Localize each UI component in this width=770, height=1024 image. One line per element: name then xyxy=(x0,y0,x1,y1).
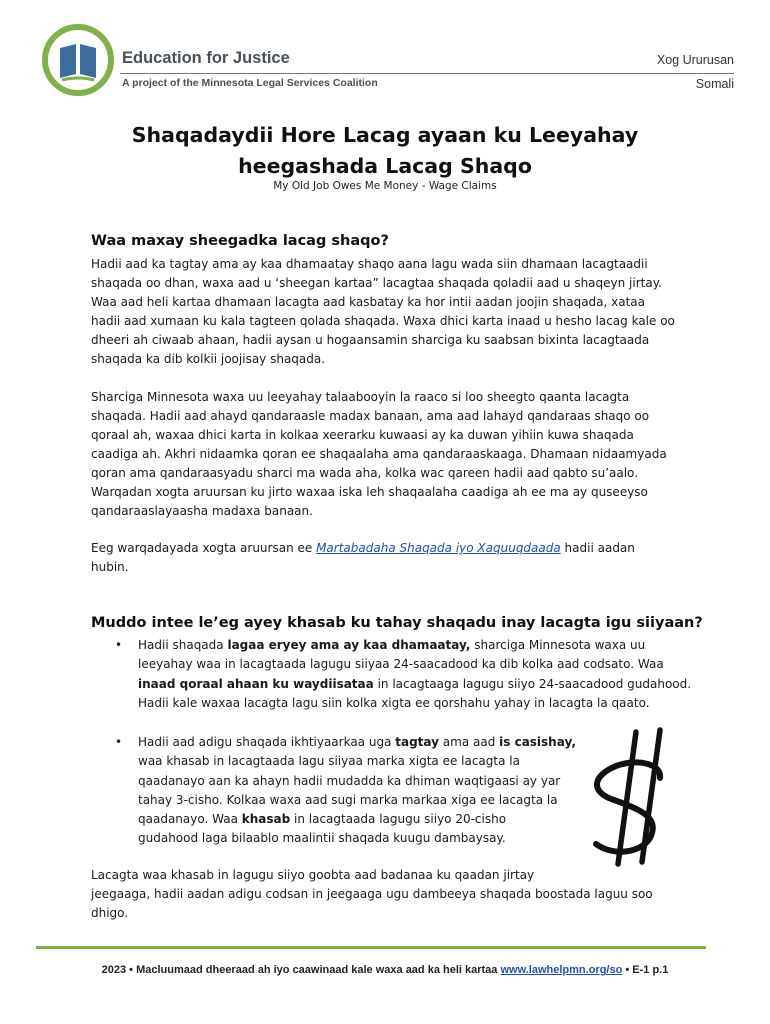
see-also-text-tail: hadii aadan xyxy=(560,541,635,555)
text-line: hubin. xyxy=(91,560,129,574)
see-also-text: Eeg warqadayada xogta aruursan ee xyxy=(91,541,317,555)
text-line: qaadanayo aan ka ahayn hadii mudadda ka dhiman waqtigaasi ay yar xyxy=(138,773,561,788)
text-line: hadii aad xumaan ku kala tagteen qolada shaqada. Waxa dhici karta inaad u hesho lacag kale oo xyxy=(91,314,675,328)
text-line: Hadii kale waxaa lacagta lagu siin kolka xigta ee qorshahu yahay in lacagta la qaato. xyxy=(138,695,650,710)
text-line: Sharciga Minnesota waxa uu leeyahay talaabooyin la raaco si loo sheegto qaanta lacagta xyxy=(91,390,630,404)
text-line: shaqada ka dib kolkii joojisay shaqada. xyxy=(91,352,326,366)
text-line: gudahood laga bilaablo maalintii shaqada kuugu dambaysay. xyxy=(138,831,506,846)
text-line: Hadii shaqada lagaa eryey ama ay kaa dhamaatay, sharciga Minnesota waxa uu xyxy=(138,638,646,652)
text-line: qoraal ah, waxaa dhici karta in kolkaa xeerarku kuwaasi ay ka duwan yihiin kuwa shaqada xyxy=(91,428,634,442)
page-title xyxy=(0,120,770,182)
text-line: jeegaaga, hadii aadan adigu codsan in jeegaaga ugu dambeeya shaqada boostada laguu soo xyxy=(91,887,653,901)
page-subtitle: My Old Job Owes Me Money - Wage Claims xyxy=(273,180,497,192)
text-line: tahay 3-cisho. Kolkaa waxa aad sugi marka markaa xiga ee lacagta la xyxy=(138,792,558,807)
section-heading-payment-deadline: Muddo intee le’eg ayey khasab ku tahay shaqadu inay lacagta igu siiyaan? xyxy=(91,615,703,631)
book-globe-logo-icon xyxy=(40,22,116,98)
paragraph-wage-claim-intro xyxy=(91,255,691,369)
text-line xyxy=(91,539,691,558)
paragraph-minnesota-law xyxy=(91,388,691,521)
section-heading-what-is-wage-claim: Waa maxay sheegadka lacag shaqo? xyxy=(91,233,389,249)
text-line: qoran ama qandaraasyadu sharci ma wada aha, kolka wac qareen hadii aad qabto su’aalo. xyxy=(91,466,639,480)
text-line: shaqada. Hadii aad ahayd qandaraasle madax banaan, ama aad lahayd qandaraas shaqo oo xyxy=(91,409,650,423)
text-line: inaad qoraal ahaan ku waydiisataa in lacagtaaga lagugu siiyo 24-saacadood gudahood. xyxy=(138,676,692,691)
header-divider xyxy=(120,73,734,74)
title-line-2: heegashada Lacag Shaqo xyxy=(238,154,532,178)
text-line: Hadii aad ka tagtay ama ay kaa dhamaatay shaqo aana lagu wada siin dhamaan lacagtaadii xyxy=(91,257,648,271)
document-language: Somali xyxy=(695,77,734,91)
page-header xyxy=(0,0,770,110)
hand-drawn-dollar-sign-icon xyxy=(578,726,688,871)
employment-rights-link[interactable]: Martabadaha Shaqada iyo Xaquuqdaada xyxy=(316,541,561,555)
footer-text: 2023 • Macluumaad dheeraad ah iyo caawinaad kale waxa aad ka heli kartaa xyxy=(101,964,501,976)
text-line: waa khasab in lacagtaada lagu siiyaa marka xigta ee lacagta la xyxy=(138,754,520,769)
paragraph-see-also xyxy=(91,539,691,577)
footer-page-number: • E-1 p.1 xyxy=(622,964,669,976)
text-line: Lacagta waa khasab in lagugu siiyo goobta aad badanaa ku qaadan jirtay xyxy=(91,868,535,882)
org-name: Education for Justice xyxy=(122,49,290,67)
org-subtitle: A project of the Minnesota Legal Services Coalition xyxy=(122,77,378,89)
text-line: caadiga ah. Akhri nidaamka qoran ee shaqaalaha ama qandaraaskaaga. Dhamaan nidaamyada xyxy=(91,447,667,461)
text-line: dheeri ah ciwaab ahaan, hadii aysan u hogaansamin sharciga ku saabsan bixinta lacagtaada xyxy=(91,333,650,347)
text-line: qandaraaslayaasha madaxa banaan. xyxy=(91,504,313,518)
text-line: qaadanayo. Waa khasab in lacagtaada lagugu siiyo 20-cisho xyxy=(138,812,507,827)
text-line: dhigo. xyxy=(91,906,129,920)
text-line: Waa aad heli kartaa dhamaan lacagta aad kasbatay ka hor intii aadan joojin shaqada, xataa xyxy=(91,295,646,309)
bullet-icon: • xyxy=(115,735,123,749)
paragraph-paycheck-location xyxy=(91,866,691,923)
text-line: Warqadan xogta aruursan ku jirto waxaa iska leh shaqaalaha caadiga ah ee ma ay quseeyso xyxy=(91,485,648,499)
text-line: shaqada oo dhan, waxa aad u ‘sheegan kartaa” lacagtaa shaqada qoladii aad u shaqeyn jirtay. xyxy=(91,276,662,290)
bullet-icon: • xyxy=(115,638,123,652)
page-footer xyxy=(0,964,770,976)
document-topic: Xog Ururusan xyxy=(656,53,734,67)
text-line: Hadii aad adigu shaqada ikhtiyaarkaa uga tagtay ama aad is casishay, xyxy=(138,735,576,749)
footer-divider xyxy=(36,946,706,949)
lawhelp-link[interactable]: www.lawhelpmn.org/so xyxy=(500,964,623,976)
title-line-1: Shaqadaydii Hore Lacag ayaan ku Leeyahay xyxy=(131,123,639,147)
text-line: leeyahay waa in lacagtaada lagugu siiyaa 24-saacadood ka dib kolka aad codsato. Waa xyxy=(138,657,664,672)
